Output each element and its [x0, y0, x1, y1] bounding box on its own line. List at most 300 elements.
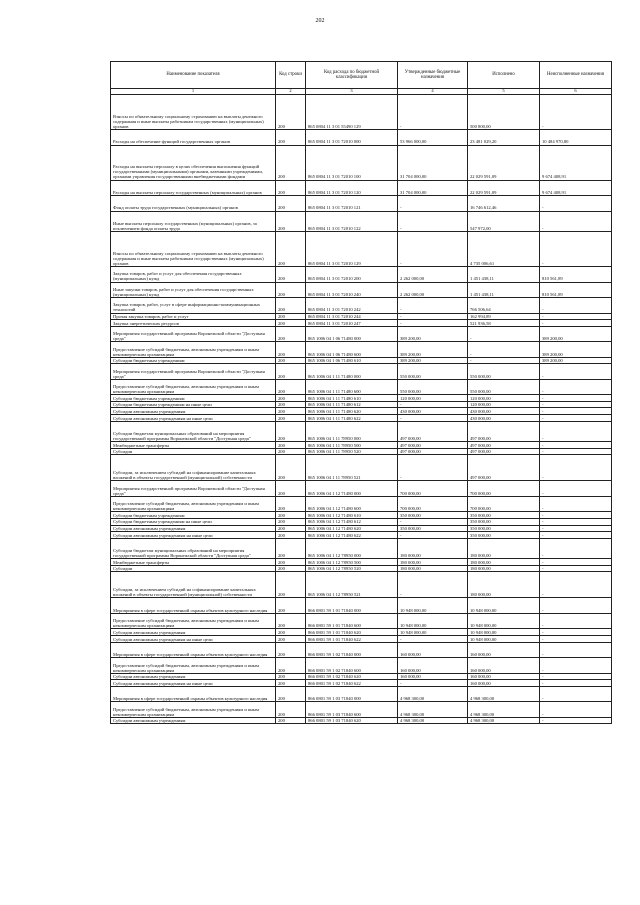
- row-unexecuted-value: -: [540, 395, 612, 402]
- row-approved-value: 160 000,00: [398, 673, 468, 680]
- row-line-code: 200: [276, 95, 306, 130]
- row-budget-code: 865 1006 04 1 11 71480 620: [306, 408, 398, 415]
- row-name: Субсидии, за исключением субсидий на софинансирование капитальных вложений в объекты государственной (муниципальной) собственности: [111, 455, 276, 481]
- column-number: 1: [111, 89, 276, 95]
- row-executed-value: 1 451 438,11: [468, 267, 540, 283]
- table-row: [111, 401, 612, 408]
- row-approved-value: -: [398, 298, 468, 314]
- page-number: 202: [315, 18, 325, 24]
- row-budget-code: 865 0804 11 3 01 72010 120: [306, 180, 398, 196]
- row-name: Субсидии автономным учреждениям на иные цели: [111, 680, 276, 687]
- row-executed-value: 120 000,00: [468, 401, 540, 408]
- row-executed-value: 10 948 000,00: [468, 629, 540, 636]
- row-line-code: 200: [276, 629, 306, 636]
- row-line-code: 200: [276, 320, 306, 327]
- row-line-code: 200: [276, 357, 306, 364]
- row-unexecuted-value: -: [540, 401, 612, 408]
- table-row: [111, 481, 612, 497]
- row-line-code: 200: [276, 342, 306, 358]
- row-approved-value: 430 000,00: [398, 408, 468, 415]
- table-row: [111, 421, 612, 442]
- row-approved-value: 4 968 300,00: [398, 686, 468, 702]
- row-budget-code: 865 1006 04 1 12 71480 000: [306, 481, 398, 497]
- table-row: [111, 538, 612, 559]
- row-unexecuted-value: -: [540, 532, 612, 539]
- row-line-code: 200: [276, 613, 306, 629]
- row-executed-value: 10 948 000,00: [468, 598, 540, 614]
- table-row: [111, 364, 612, 380]
- row-approved-value: 2 262 000,00: [398, 267, 468, 283]
- row-name: Мероприятия в сфере государственной охраны объектов культурного наследия: [111, 598, 276, 614]
- row-line-code: 200: [276, 680, 306, 687]
- row-budget-code: 865 0804 11 3 01 72010 244: [306, 313, 398, 320]
- column-number: 5: [468, 89, 540, 95]
- row-budget-code: 865 0804 11 3 01 72010 129: [306, 232, 398, 267]
- row-budget-code: 865 0804 11 3 01 72010 247: [306, 320, 398, 327]
- row-unexecuted-value: -: [540, 598, 612, 614]
- row-line-code: 200: [276, 496, 306, 512]
- row-name: Иные выплаты персоналу государственных (муниципальных) органов, за исключением фонда оплаты труда: [111, 211, 276, 232]
- row-line-code: 200: [276, 401, 306, 408]
- row-unexecuted-value: -: [540, 636, 612, 643]
- row-line-code: 200: [276, 455, 306, 481]
- row-budget-code: 865 1006 04 1 11 78950 000: [306, 421, 398, 442]
- row-executed-value: 4 735 006,61: [468, 232, 540, 267]
- row-name: Субсидии бюджетам муниципальных образований на мероприятия государственной программы Воронежской области "Доступная среда": [111, 538, 276, 559]
- row-budget-code: 865 1006 04 1 11 78950 500: [306, 442, 398, 449]
- row-line-code: 200: [276, 298, 306, 314]
- row-approved-value: 497 000,00: [398, 442, 468, 449]
- row-name: Субсидии: [111, 565, 276, 572]
- row-executed-value: 180 000,00: [468, 559, 540, 566]
- table-row: [111, 267, 612, 283]
- row-unexecuted-value: -: [540, 525, 612, 532]
- row-unexecuted-value: -: [540, 379, 612, 395]
- row-name: Субсидии автономным учреждениям на иные цели: [111, 636, 276, 643]
- row-executed-value: 22 029 591,09: [468, 180, 540, 196]
- row-name: Мероприятия государственной программы Воронежской области "Доступная среда": [111, 326, 276, 342]
- row-budget-code: 865 0804 11 3 01 55490 129: [306, 95, 398, 130]
- row-approved-value: 31 704 000,00: [398, 180, 468, 196]
- column-number: 2: [276, 89, 306, 95]
- row-executed-value: 700 000,00: [468, 481, 540, 497]
- row-unexecuted-value: -: [540, 364, 612, 380]
- row-name: Субсидии бюджетным учреждениям на иные цели: [111, 518, 276, 525]
- budget-execution-table: [110, 61, 612, 724]
- row-unexecuted-value: -: [540, 442, 612, 449]
- row-budget-code: 865 1006 04 1 12 71480 600: [306, 496, 398, 512]
- row-approved-value: 389 200,00: [398, 357, 468, 364]
- row-line-code: 200: [276, 448, 306, 455]
- row-executed-value: 700 000,00: [468, 496, 540, 512]
- row-executed-value: 16 746 612,46: [468, 196, 540, 212]
- row-approved-value: 389 200,00: [398, 342, 468, 358]
- row-budget-code: 865 1006 04 1 06 71480 600: [306, 342, 398, 358]
- row-approved-value: 497 000,00: [398, 448, 468, 455]
- table-row: [111, 532, 612, 539]
- row-line-code: 200: [276, 326, 306, 342]
- table-row: [111, 642, 612, 658]
- row-approved-value: -: [398, 518, 468, 525]
- row-budget-code: 865 1006 04 1 06 71480 000: [306, 326, 398, 342]
- row-unexecuted-value: 9 674 408,91: [540, 145, 612, 180]
- row-budget-code: 865 1006 04 1 12 71480 622: [306, 532, 398, 539]
- row-executed-value: 521 936,58: [468, 320, 540, 327]
- row-budget-code: 865 0804 11 3 01 72010 200: [306, 267, 398, 283]
- row-budget-code: 866 0801 59 1 02 71840 600: [306, 658, 398, 674]
- row-unexecuted-value: -: [540, 629, 612, 636]
- table-row: [111, 496, 612, 512]
- row-executed-value: 497 000,00: [468, 455, 540, 481]
- row-executed-value: 23 481 029,20: [468, 130, 540, 146]
- row-approved-value: 10 948 000,00: [398, 613, 468, 629]
- row-approved-value: 4 968 300,00: [398, 717, 468, 724]
- row-executed-value: 497 000,00: [468, 421, 540, 442]
- row-executed-value: 1 451 438,11: [468, 282, 540, 298]
- row-executed-value: 10 948 000,00: [468, 613, 540, 629]
- row-unexecuted-value: 9 674 408,91: [540, 180, 612, 196]
- table-row: [111, 613, 612, 629]
- column-number: 3: [306, 89, 398, 95]
- row-budget-code: 865 0804 11 3 01 72010 122: [306, 211, 398, 232]
- row-name: Расходы на обеспечение функций государственных органов: [111, 130, 276, 146]
- row-line-code: 200: [276, 395, 306, 402]
- row-approved-value: -: [398, 196, 468, 212]
- row-approved-value: -: [398, 211, 468, 232]
- row-name: Расходы на выплаты персоналу в целях обеспечения выполнения функций государственными (муниципальными) органами, казенными учреждениями, органами управления государственными внебюджетными фондами: [111, 145, 276, 180]
- row-line-code: 200: [276, 408, 306, 415]
- row-approved-value: 180 000,00: [398, 538, 468, 559]
- table-row: [111, 211, 612, 232]
- row-budget-code: 866 0801 59 1 01 71840 600: [306, 613, 398, 629]
- row-unexecuted-value: -: [540, 496, 612, 512]
- row-name: Субсидии бюджетным учреждениям: [111, 512, 276, 519]
- row-name: Мероприятия в сфере государственной охраны объектов культурного наследия: [111, 686, 276, 702]
- row-budget-code: 865 1006 04 1 12 78950 520: [306, 565, 398, 572]
- row-line-code: 200: [276, 379, 306, 395]
- row-budget-code: 866 0801 59 1 03 71840 600: [306, 702, 398, 718]
- row-approved-value: -: [398, 320, 468, 327]
- row-line-code: 200: [276, 364, 306, 380]
- table-row: [111, 598, 612, 614]
- row-budget-code: 865 0804 11 3 01 72010 000: [306, 130, 398, 146]
- header-indicator-name: Наименование показателя: [111, 62, 276, 89]
- row-budget-code: 865 1006 04 1 06 71480 610: [306, 357, 398, 364]
- row-executed-value: 550 000,00: [468, 364, 540, 380]
- table-row: [111, 342, 612, 358]
- table-row: [111, 442, 612, 449]
- row-unexecuted-value: -: [540, 421, 612, 442]
- row-name: Субсидии автономным учреждениям на иные цели: [111, 532, 276, 539]
- header-budget-code: Код расхода по бюджетной классификации: [306, 62, 398, 89]
- table-row: [111, 313, 612, 320]
- row-executed-value: 430 000,00: [468, 415, 540, 422]
- row-name: Предоставление субсидий бюджетным, автономным учреждениям и иным некоммерческим организациям: [111, 658, 276, 674]
- row-unexecuted-value: -: [540, 559, 612, 566]
- row-line-code: 200: [276, 598, 306, 614]
- row-executed-value: 180 000,00: [468, 572, 540, 598]
- row-line-code: 200: [276, 532, 306, 539]
- row-approved-value: 389 200,00: [398, 326, 468, 342]
- row-name: Субсидии автономным учреждениям на иные цели: [111, 415, 276, 422]
- row-approved-value: 550 000,00: [398, 379, 468, 395]
- row-executed-value: 180 000,00: [468, 538, 540, 559]
- row-budget-code: 865 0804 11 3 01 72010 100: [306, 145, 398, 180]
- header-approved: Утвержденные бюджетные назначения: [398, 62, 468, 89]
- row-line-code: 200: [276, 636, 306, 643]
- row-unexecuted-value: -: [540, 448, 612, 455]
- row-budget-code: 866 0801 59 1 01 71840 622: [306, 636, 398, 643]
- row-executed-value: 547 972,00: [468, 211, 540, 232]
- row-line-code: 200: [276, 658, 306, 674]
- row-line-code: 200: [276, 313, 306, 320]
- table-row: [111, 395, 612, 402]
- row-line-code: 200: [276, 211, 306, 232]
- row-name: Иные закупки товаров, работ и услуг для обеспечения государственных (муниципальных) нужд: [111, 282, 276, 298]
- row-name: Субсидии бюджетам муниципальных образований на мероприятия государственной программы Воронежской области "Доступная среда": [111, 421, 276, 442]
- table-row: [111, 408, 612, 415]
- row-approved-value: 2 262 000,00: [398, 282, 468, 298]
- table-row: [111, 658, 612, 674]
- row-executed-value: 160 000,00: [468, 658, 540, 674]
- table-row: [111, 629, 612, 636]
- row-approved-value: 497 000,00: [398, 421, 468, 442]
- row-line-code: 200: [276, 232, 306, 267]
- row-budget-code: 865 0804 11 3 01 72010 240: [306, 282, 398, 298]
- row-approved-value: 350 000,00: [398, 512, 468, 519]
- row-budget-code: 866 0801 59 1 01 71840 000: [306, 598, 398, 614]
- row-budget-code: 865 1006 04 1 11 71480 600: [306, 379, 398, 395]
- row-executed-value: 550 000,00: [468, 379, 540, 395]
- row-unexecuted-value: -: [540, 565, 612, 572]
- row-line-code: 200: [276, 642, 306, 658]
- row-executed-value: 497 000,00: [468, 442, 540, 449]
- row-approved-value: -: [398, 232, 468, 267]
- row-name: Субсидии, за исключением субсидий на софинансирование капитальных вложений в объекты государственной (муниципальной) собственности: [111, 572, 276, 598]
- row-unexecuted-value: -: [540, 313, 612, 320]
- row-unexecuted-value: -: [540, 196, 612, 212]
- row-name: Субсидии бюджетным учреждениям: [111, 357, 276, 364]
- table-row: [111, 232, 612, 267]
- row-name: Субсидии бюджетным учреждениям на иные цели: [111, 401, 276, 408]
- row-budget-code: 865 1006 04 1 11 71480 612: [306, 401, 398, 408]
- row-unexecuted-value: -: [540, 642, 612, 658]
- row-name: Предоставление субсидий бюджетным, автономным учреждениям и иным некоммерческим организациям: [111, 379, 276, 395]
- row-unexecuted-value: -: [540, 232, 612, 267]
- row-unexecuted-value: -: [540, 408, 612, 415]
- row-name: Взносы по обязательному социальному страхованию на выплаты денежного содержания и иные выплаты работникам государственных (муниципальных) органов: [111, 232, 276, 267]
- table-row: [111, 673, 612, 680]
- row-executed-value: 350 000,00: [468, 518, 540, 525]
- table-row: [111, 518, 612, 525]
- row-line-code: 200: [276, 267, 306, 283]
- row-approved-value: 700 000,00: [398, 481, 468, 497]
- row-line-code: 200: [276, 686, 306, 702]
- row-unexecuted-value: 810 561,89: [540, 267, 612, 283]
- table-row: [111, 95, 612, 130]
- row-budget-code: 865 0804 11 3 01 72010 242: [306, 298, 398, 314]
- row-unexecuted-value: -: [540, 702, 612, 718]
- row-executed-value: -: [468, 342, 540, 358]
- row-line-code: 200: [276, 702, 306, 718]
- row-name: Межбюджетные трансферты: [111, 442, 276, 449]
- row-line-code: 200: [276, 282, 306, 298]
- row-budget-code: 866 0801 59 1 02 71840 622: [306, 680, 398, 687]
- row-approved-value: -: [398, 401, 468, 408]
- row-unexecuted-value: -: [540, 680, 612, 687]
- row-budget-code: 865 1006 04 1 12 78950 521: [306, 572, 398, 598]
- table-row: [111, 357, 612, 364]
- row-name: Субсидии автономным учреждениям: [111, 673, 276, 680]
- row-approved-value: -: [398, 313, 468, 320]
- row-unexecuted-value: -: [540, 298, 612, 314]
- row-budget-code: 865 1006 04 1 12 71480 610: [306, 512, 398, 519]
- row-approved-value: -: [398, 455, 468, 481]
- row-name: Субсидии: [111, 448, 276, 455]
- row-name: Расходы на выплаты персоналу государственных (муниципальных) органов: [111, 180, 276, 196]
- table-row: [111, 326, 612, 342]
- row-unexecuted-value: -: [540, 538, 612, 559]
- table-row: [111, 565, 612, 572]
- row-unexecuted-value: -: [540, 518, 612, 525]
- row-line-code: 200: [276, 421, 306, 442]
- row-name: Межбюджетные трансферты: [111, 559, 276, 566]
- row-line-code: 200: [276, 673, 306, 680]
- row-name: Субсидии автономным учреждениям: [111, 629, 276, 636]
- table-row: [111, 196, 612, 212]
- table-row: [111, 455, 612, 481]
- table-row: [111, 298, 612, 314]
- row-approved-value: -: [398, 415, 468, 422]
- row-name: Взносы по обязательному социальному страхованию на выплаты денежного содержания и иные выплаты работникам государственных (муниципальных) органов: [111, 95, 276, 130]
- row-line-code: 200: [276, 145, 306, 180]
- row-budget-code: 865 1006 04 1 12 71480 612: [306, 518, 398, 525]
- row-budget-code: 865 1006 04 1 12 78950 000: [306, 538, 398, 559]
- column-number: 4: [398, 89, 468, 95]
- row-budget-code: 865 0804 11 3 01 72010 121: [306, 196, 398, 212]
- row-budget-code: 865 1006 04 1 11 78950 520: [306, 448, 398, 455]
- row-unexecuted-value: -: [540, 717, 612, 724]
- row-unexecuted-value: -: [540, 415, 612, 422]
- table-row: [111, 680, 612, 687]
- table-row: [111, 320, 612, 327]
- row-executed-value: 500 800,00: [468, 95, 540, 130]
- row-name: Субсидии бюджетным учреждениям: [111, 395, 276, 402]
- row-approved-value: -: [398, 636, 468, 643]
- row-unexecuted-value: 10 484 970,80: [540, 130, 612, 146]
- table-row: [111, 379, 612, 395]
- row-approved-value: 120 000,00: [398, 395, 468, 402]
- row-executed-value: 350 000,00: [468, 512, 540, 519]
- table-row: [111, 702, 612, 718]
- row-unexecuted-value: -: [540, 211, 612, 232]
- header-unexecuted: Неисполненные назначения: [540, 62, 612, 89]
- row-executed-value: 350 000,00: [468, 532, 540, 539]
- row-name: Предоставление субсидий бюджетным, автономным учреждениям и иным некоммерческим организациям: [111, 342, 276, 358]
- row-unexecuted-value: -: [540, 658, 612, 674]
- row-budget-code: 865 1006 04 1 11 78950 521: [306, 455, 398, 481]
- row-budget-code: 866 0801 59 1 02 71840 620: [306, 673, 398, 680]
- row-unexecuted-value: -: [540, 613, 612, 629]
- row-name: Закупка энергетических ресурсов: [111, 320, 276, 327]
- table-row: [111, 512, 612, 519]
- row-approved-value: 350 000,00: [398, 525, 468, 532]
- row-executed-value: 22 029 591,09: [468, 145, 540, 180]
- row-executed-value: 120 000,00: [468, 395, 540, 402]
- row-unexecuted-value: -: [540, 95, 612, 130]
- row-budget-code: 865 1006 04 1 11 71480 000: [306, 364, 398, 380]
- row-name: Закупка товаров, работ, услуг в сфере информационно-коммуникационных технологий: [111, 298, 276, 314]
- row-budget-code: 865 1006 04 1 12 78950 500: [306, 559, 398, 566]
- row-name: Мероприятия в сфере государственной охраны объектов культурного наследия: [111, 642, 276, 658]
- row-executed-value: 4 968 300,00: [468, 702, 540, 718]
- row-name: Субсидии автономным учреждениям: [111, 408, 276, 415]
- row-approved-value: 10 948 000,00: [398, 598, 468, 614]
- row-name: Субсидии автономным учреждениям: [111, 525, 276, 532]
- row-approved-value: 4 968 300,00: [398, 702, 468, 718]
- row-budget-code: 866 0801 59 1 03 71840 620: [306, 717, 398, 724]
- row-line-code: 200: [276, 196, 306, 212]
- row-executed-value: 160 000,00: [468, 673, 540, 680]
- row-budget-code: 866 0801 59 1 01 71840 620: [306, 629, 398, 636]
- row-approved-value: 160 000,00: [398, 642, 468, 658]
- table-body: [111, 95, 612, 724]
- row-approved-value: -: [398, 680, 468, 687]
- row-executed-value: 766 506,64: [468, 298, 540, 314]
- row-approved-value: 10 948 000,00: [398, 629, 468, 636]
- row-unexecuted-value: 389 200,00: [540, 326, 612, 342]
- row-unexecuted-value: 389 200,00: [540, 342, 612, 358]
- row-executed-value: 162 994,89: [468, 313, 540, 320]
- row-executed-value: 10 948 000,00: [468, 636, 540, 643]
- row-approved-value: -: [398, 532, 468, 539]
- row-name: Субсидии автономным учреждениям: [111, 717, 276, 724]
- row-name: Фонд оплаты труда государственных (муниципальных) органов: [111, 196, 276, 212]
- row-budget-code: 866 0801 59 1 02 71840 000: [306, 642, 398, 658]
- row-name: Предоставление субсидий бюджетным, автономным учреждениям и иным некоммерческим организациям: [111, 496, 276, 512]
- table-row: [111, 717, 612, 724]
- row-line-code: 200: [276, 442, 306, 449]
- row-approved-value: 160 000,00: [398, 658, 468, 674]
- row-unexecuted-value: -: [540, 512, 612, 519]
- row-line-code: 200: [276, 512, 306, 519]
- row-name: Предоставление субсидий бюджетным, автономным учреждениям и иным некоммерческим организациям: [111, 702, 276, 718]
- table-row: [111, 282, 612, 298]
- row-unexecuted-value: -: [540, 320, 612, 327]
- row-approved-value: 31 704 000,00: [398, 145, 468, 180]
- row-line-code: 200: [276, 481, 306, 497]
- row-approved-value: -: [398, 95, 468, 130]
- row-approved-value: 53 966 000,00: [398, 130, 468, 146]
- row-line-code: 200: [276, 415, 306, 422]
- row-executed-value: -: [468, 357, 540, 364]
- row-approved-value: 550 000,00: [398, 364, 468, 380]
- row-line-code: 200: [276, 572, 306, 598]
- row-unexecuted-value: 810 561,89: [540, 282, 612, 298]
- row-name: Мероприятия государственной программы Воронежской области "Доступная среда": [111, 364, 276, 380]
- row-unexecuted-value: -: [540, 455, 612, 481]
- row-approved-value: 700 000,00: [398, 496, 468, 512]
- table-row: [111, 180, 612, 196]
- row-budget-code: 865 1006 04 1 12 71480 620: [306, 525, 398, 532]
- row-name: Мероприятия государственной программы Воронежской области "Доступная среда": [111, 481, 276, 497]
- row-line-code: 200: [276, 525, 306, 532]
- row-line-code: 200: [276, 559, 306, 566]
- row-unexecuted-value: -: [540, 686, 612, 702]
- table-row: [111, 559, 612, 566]
- row-unexecuted-value: 389 200,00: [540, 357, 612, 364]
- row-executed-value: 4 968 300,00: [468, 686, 540, 702]
